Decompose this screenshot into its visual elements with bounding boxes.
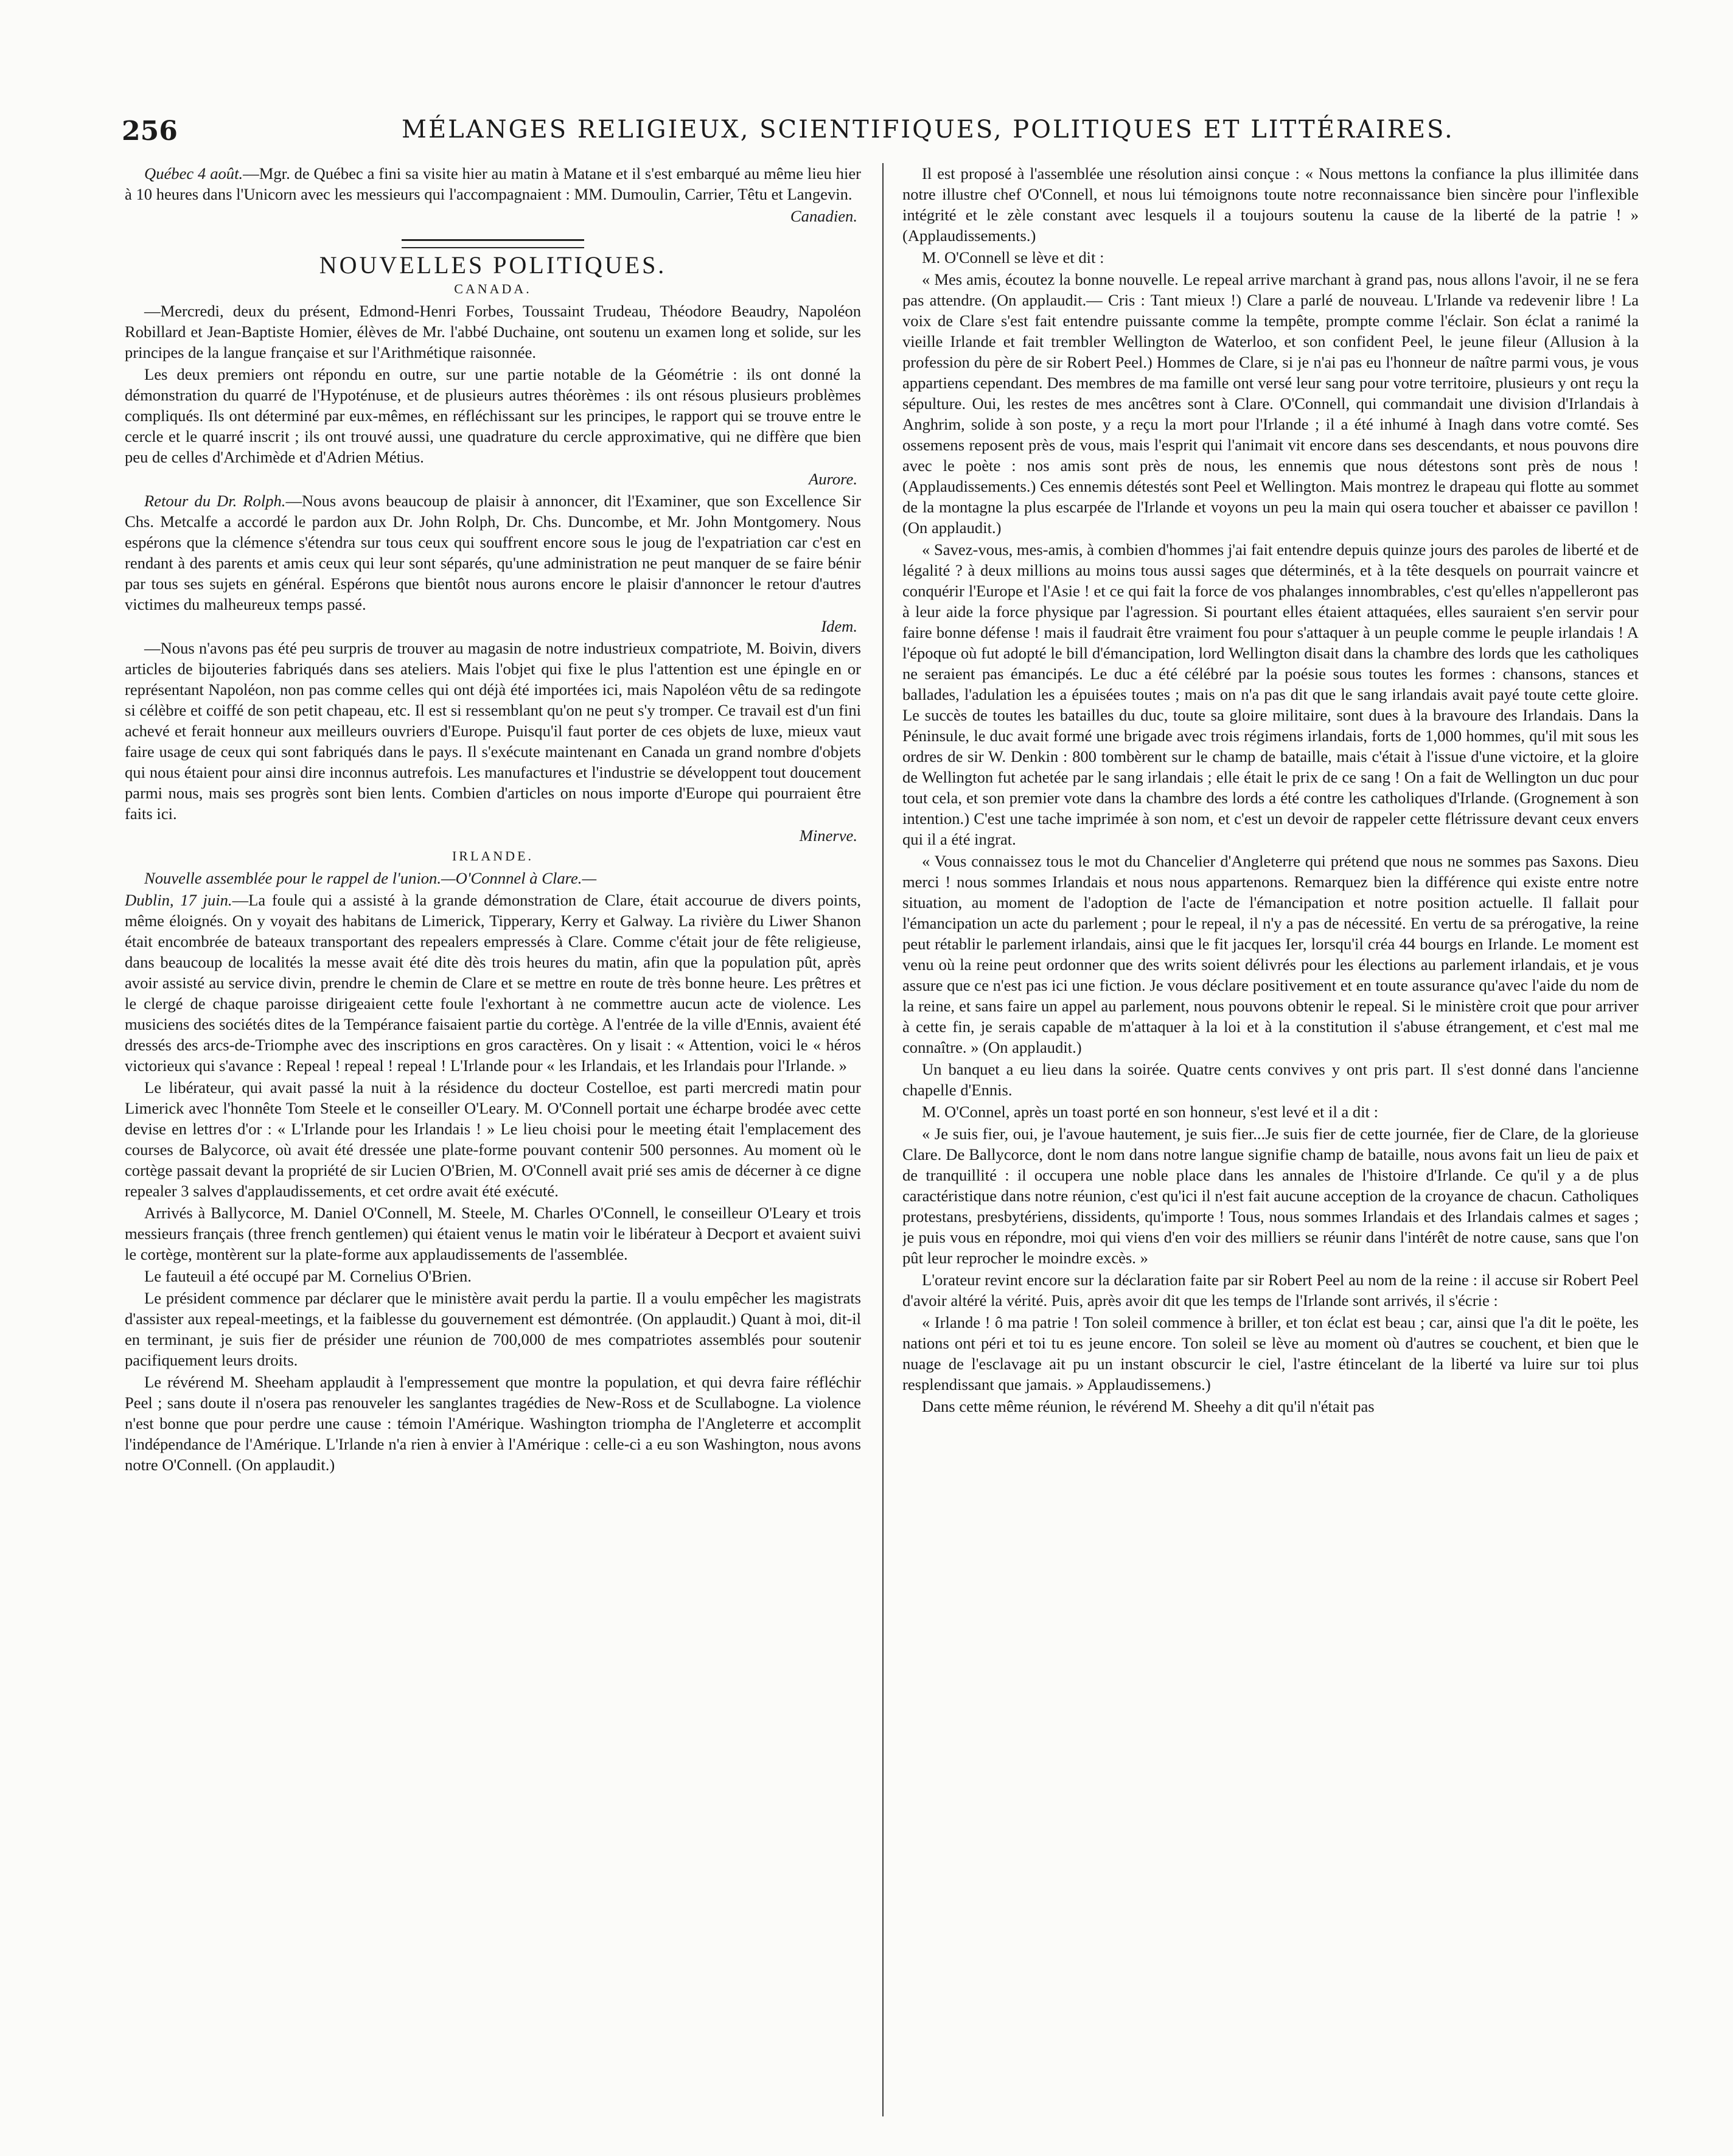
running-head [122, 116, 1625, 152]
column-rule [882, 163, 884, 2116]
rolph-text: —Nous avons beaucoup de plaisir à annoncer, dit l'Examiner, que son Excellence Sir Chs. Metcalfe a accordé le pardon aux Dr. John Rolph, Dr. Chs. Duncombe, et Mr. John Montgomery. Nous espérons que la clémence s'étendra sur tous ceux qui souffrent encore sous le joug de l'expatriation car c'est en rendant à des parents et amis ceux qui leur sont séparés, qu'une administration ne peut manquer de se faire bénir par tous ses sujets en général. Espérons que bientôt nous aurons encore le plaisir d'annoncer le retour d'autres victimes du malheureux temps passé. [125, 492, 861, 613]
section-title: NOUVELLES POLITIQUES. [319, 251, 667, 279]
canada-paragraph-1: —Mercredi, deux du présent, Edmond-Henri Forbes, Toussaint Trudeau, Théodore Beaudry, Napoléon Robillard et Jean-Baptiste Homier, élèves de Mr. l'abbé Duchaine, ont soutenu un examen long et solide, sur les principes de la langue française et sur l'Arithmétique raisonnée. [125, 302, 861, 361]
quebec-paragraph [125, 163, 861, 204]
boivin-paragraph: —Nous n'avons pas été peu surpris de trouver au magasin de notre industrieux compatriote, M. Boivin, divers articles de bijouteries fabriqués dans ses ateliers. Mais l'objet qui fixe le plus l'attention est une épingle en or représentant Napoléon, non pas comme celles qui ont déjà été importées ici, mais Napoléon vêtu de sa redingote si célèbre et coiffé de son petit chapeau, etc. Il est si ressemblant qu'on ne peut s'y tromper. Ce travail est d'un fini achevé et ferait honneur aux meilleurs ouvriers d'Europe. Puisqu'il faut porter de ces objets de luxe, mieux vaut faire usage de ceux qui sont fabriqués dans le pays. Il s'exécute maintenant en Canada un grand nombre d'objets qui nous étaient pour ainsi dire inconnus autrefois. Les manufactures et l'industrie se développent tout doucement parmi nous, mais ses progrès sont bien lents. Combien d'articles on nous importe d'Europe qui pourraient être faits ici. [125, 639, 861, 823]
irlande-heading: IRLANDE. [452, 848, 534, 863]
toast-paragraph: M. O'Connel, après un toast porté en son honneur, s'est levé et il a dit : [922, 1103, 1379, 1121]
irlande-title-text: Nouvelle assemblée pour le rappel de l'union.—O'Connnel à Clare.— [144, 869, 597, 887]
irlande-paragraph-4: Le fauteuil a été occupé par M. Cornelius O'Brien. [144, 1267, 472, 1285]
irlande-text-1: —La foule qui a assisté à la grande démonstration de Clare, était accourue de divers points, même éloignés. On y voyait des habitans de Limerick, Tipperary, Kerry et Galway. La rivière du Liwer Shanon était encombrée de bateaux transportant des repealers empressés à Clare. Comme c'était jour de fête religieuse, dans beaucoup de localités la messe avait été dite dès trois heures du matin, afin que la population pût, après avoir assisté au service divin, prendre le chemin de Clare et se mettre en route de très bonne heure. Les prêtres et le clergé de chaque paroisse dirigeaient cette foule l'exhortant à ne commettre aucun acte de violence. Les musiciens des sociétés dites de la Tempérance faisaient partie du cortège. A l'entrée de la ville d'Ennis, avaient été dressés des arcs-de-Triomphe avec des inscriptions en gros caractères. On y lisait : « Attention, voici le « héros victorieux qui s'avance : Repeal ! repeal ! repeal ! L'Irlande pour « les Irlandais, et les Irlandais pour l'Irlande. » [125, 891, 861, 1075]
ornament-divider [125, 232, 861, 247]
canada-paragraph-2: Les deux premiers ont répondu en outre, sur une partie notable de la Géométrie : ils ont donné la démonstration du quarré de l'Hypoténuse, et de plusieurs autres théorèmes : ils ont résous plusieurs problèmes compliqués. Ils ont déterminé par eux-mêmes, en réfléchissant sur les principes, le rapport qui se trouve entre le cercle et le quarré inscrit ; ils ont trouvé aussi, une quadrature du cercle approximative, qui ne diffère que bien peu de celles d'Archimède et d'Adrien Métius. [125, 365, 861, 466]
canada-heading: CANADA. [454, 281, 532, 296]
oconnell-rises: M. O'Connell se lève et dit : [922, 248, 1104, 267]
irlande-paragraph-1 [125, 890, 861, 1076]
banquet-speech-1: « Je suis fier, oui, je l'avoue hautement, je suis fier...Je suis fier de cette journée, fier de Clare, de la glorieuse Clare. De Ballycorce, dont le nom dans notre langue signifie champ de bataille, nous avons fait un lieu de paix et de tranquillité : il occupera une noble place dans les annales de l'histoire d'Irlande. Ce qu'il y a de plus caractéristique dans notre réunion, c'est qu'ici il n'est fait aucune acception de la croyance de chacun. Catholiques protestans, presbytériens, dissidents, qu'importe ! Tous, nous sommes Irlandais et des Irlandais calmes et sages ; je puis vous en répondre, moi qui viens d'en voir des milliers se réunir dans l'intérêt de notre cause, sans que l'on pût leur reprocher le moindre excès. » [902, 1125, 1639, 1267]
left-column [125, 163, 861, 2116]
irlande-paragraph-6: Le révérend M. Sheeham applaudit à l'empressement que montre la population, et qui devra faire réfléchir Peel ; sans doute il n'osera pas renouveler les sanglantes tragédies de New-Ross et de Scullabogne. La violence n'est bonne que pour perdre une cause : témoin l'Amérique. Washington triompha de l'Angleterre et accomplit l'indépendance de l'Amérique. L'Irlande n'a rien à envier à l'Amérique : celle-ci a eu son Washington, nous avons notre O'Connell. (On applaudit.) [125, 1373, 861, 1474]
rolph-source: Idem. [821, 617, 857, 635]
rolph-dateline: Retour du Dr. Rolph. [144, 492, 286, 510]
right-column [902, 163, 1639, 2116]
rolph-paragraph [125, 490, 861, 615]
irlande-paragraph-5: Le président commence par déclarer que le ministère avait perdu la partie. Il a voulu empêcher les magistrats d'assister aux repeal-meetings, et la faiblesse du gouvernement est démontrée. (On applaudit.) Quant à moi, dit-il en terminant, je suis fier de présider une réunion de 700,000 de mes compatriotes assemblés pour soutenir pacifiquement leurs droits. [125, 1289, 861, 1369]
quebec-text: —Mgr. de Québec a fini sa visite hier au matin à Matane et il s'est embarqué au même lieu hier à 10 heures dans l'Unicorn avec les messieurs qui l'accompagnaient : MM. Dumoulin, Carrier, Têtu et Langevin. [125, 164, 861, 203]
speech-paragraph-3: « Vous connaissez tous le mot du Chancelier d'Angleterre qui prétend que nous ne sommes pas Saxons. Dieu merci ! nous sommes Irlandais et nous nous appartenons. Remarquez bien la différence qui existe entre notre situation, au moment de l'adoption de l'acte de l'émancipation et notre position actuelle. Il fallait pour l'émancipation un acte du parlement ; pour le repeal, il n'y a pas de nécessité. En vertu de sa prérogative, la reine peut rétablir le parlement irlandais, ainsi que le fit jacques Ier, lorsqu'il créa 44 bourgs en Irlande. Le moment est venu où la reine peut ordonner que des writs soient délivrés pour les élections au parlement irlandais, et je vous assure que ce n'est pas ici une fiction. Je vous déclare positivement et en toute assurance qu'avec l'aide du nom de la reine, et sans faire un appel au parlement, nous pouvons obtenir le repeal. Si le ministère croit que pour arriver à cette fin, je serais capable de m'attaquer à la loi et à la constitution il s'abuse étrangement, et c'est mal me connaître. » (On applaudit.) [902, 852, 1639, 1056]
resolution-paragraph: Il est proposé à l'assemblée une résolution ainsi conçue : « Nous mettons la confiance la plus illimitée dans notre illustre chef O'Connell, et nous lui témoignons toute notre reconnaissance bien sincère pour l'inflexible intégrité et le zèle constant avec lesquels il a toujours soutenu la cause de la liberté de la patrie ! » (Applaudissements.) [902, 164, 1639, 245]
irlande-paragraph-2: Le libérateur, qui avait passé la nuit à la résidence du docteur Costelloe, est parti mercredi matin pour Limerick avec l'honnête Tom Steele et le conseiller O'Leary. M. O'Connell portait une écharpe brodée avec cette devise en lettres d'or : « L'Irlande pour les Irlandais ! » Le lieu choisi pour le meeting était l'emplacement des courses de Balycorce, où avait été dressée une plate-forme pouvant contenir 500 personnes. Au moment où le cortège passait devant la propriété de sir Lucien O'Brien, M. O'Connell avait prié ses amis de décerner à ce digne repealer 3 salves d'applaudissements, et cet ordre avait été exécuté. [125, 1078, 861, 1200]
speech-paragraph-2: « Savez-vous, mes-amis, à combien d'hommes j'ai fait entendre depuis quinze jours des paroles de liberté et de légalité ? à deux millions au moins tous aussi sages que déterminés, et à la tête desquels on pourrait vaincre et conquérir l'Europe et l'Asie ! et ce qui fait la force de vos phalanges innombrables, c'est qu'elles n'appelleront pas à leur aide la force physique par l'agression. Si pourtant elles étaient attaquées, elles sauraient s'en servir pour faire bonne défense ! mais il faudrait être vraiment fou pour s'attaquer à un peuple comme le peuple irlandais ! A l'époque où fut adopté le bill d'émancipation, lord Wellington disait dans la chambre des lords que les catholiques ne seraient pas émancipés. Le duc a été célébré par la poésie sous toutes les formes : chansons, stances et ballades, l'adulation les a épuisées toutes ; mais on n'a pas dit que le sang irlandais avait payé toute cette gloire. Le succès de toutes les batailles du duc, toute sa gloire militaire, sont dues à la bravoure des Irlandais. Dans la Péninsule, le duc avait formé une brigade avec trois régimens irlandais, forts de 1,000 hommes, qu'il mit sous les ordres de sir W. Denkin : 800 tombèrent sur le champ de bataille, mais c'était à l'issue d'une victoire, et la gloire de Wellington fut achetée par le sang irlandais ; elle était le prix de ce sang ! On a fait de Wellington un duc pour tout cela, et son premier vote dans la chambre des lords a été contre les catholiques d'Irlande. (Grognement à son intention.) C'est une tache imprimée à son nom, et c'est un devoir de rappeler cette flétrissure devant ceux envers qui il a été ingrat. [902, 540, 1639, 848]
page-number: 256 [122, 116, 178, 147]
boivin-source: Minerve. [799, 826, 857, 845]
quebec-dateline: Québec 4 août. [144, 164, 243, 183]
sheehy-paragraph: Dans cette même réunion, le révérend M. Sheehy a dit qu'il n'était pas [922, 1397, 1375, 1415]
irlande-title [125, 868, 861, 888]
irlande-dateline: Dublin, 17 juin. [125, 891, 232, 909]
irlande-paragraph-3: Arrivés à Ballycorce, M. Daniel O'Connell, M. Steele, M. Charles O'Connell, le conseilleur O'Leary et trois messieurs français (three french gentlemen) qui étaient venus le matin voir le libérateur à Decport et avaient suivi le cortège, montèrent sur la plate-forme aux applaudissements de l'assemblée. [125, 1204, 861, 1263]
quebec-source: Canadien. [790, 207, 857, 225]
running-title: MÉLANGES RELIGIEUX, SCIENTIFIQUES, POLITIQUES ET LITTÉRAIRES. [402, 116, 1454, 144]
speech-paragraph-1: « Mes amis, écoutez la bonne nouvelle. Le repeal arrive marchant à grand pas, nous allons l'avoir, il ne se fera pas attendre. (On applaudit.— Cris : Tant mieux !) Clare a parlé de nouveau. L'Irlande va redevenir libre ! La voix de Clare s'est fait entendre puissante comme la tempête, prompte comme l'éclair. Son éclat a ranimé la vieille Irlande et fait trembler Wellington de Waterloo, et son confident Peel, le jeune fileur (Allusion à la profession du père de sir Robert Peel.) Hommes de Clare, si je n'ai pas eu l'honneur de naître parmi vous, je vous appartiens cependant. Des membres de ma famille ont versé leur sang pour votre territoire, plusieurs y ont reçu la sépulture. Oui, les restes de mes ancêtres sont à Clare. O'Connell, qui commandait une division d'Irlandais à Anghrim, solide à son poste, y a reçu la mort pour l'Irlande ; il a été inhumé à Inagh dans votre comté. Ses ossemens reposent près de vous, mais l'esprit qui l'animait vit encore dans ses descendants, et nous pouvons dire avec le poète : nos amis sont près de nous, les ennemis que nous détestons sont près de nous ! (Applaudissements.) Ces ennemis détestés sont Peel et Wellington. Mais montrez le drapeau qui flotte au sommet de la montagne la plus escarpée de l'Irlande et voyons un peu la main qui osera toucher et abaisser ce pavillon ! (On applaudit.) [902, 270, 1639, 537]
canada-source: Aurore. [808, 470, 857, 488]
banquet-paragraph: Un banquet a eu lieu dans la soirée. Quatre cents convives y ont pris part. Il s'est donné dans l'ancienne chapelle d'Ennis. [902, 1060, 1639, 1099]
peel-paragraph: L'orateur revint encore sur la déclaration faite par sir Robert Peel au nom de la reine : il accuse sir Robert Peel d'avoir altéré la vérité. Puis, après avoir dit que les temps de l'Irlande sont arrivés, il s'écrie : [902, 1271, 1639, 1310]
banquet-speech-2: « Irlande ! ô ma patrie ! Ton soleil commence à briller, et ton éclat est beau ; car, ainsi que l'a dit le poëte, les nations ont péri et toi tu es jeune encore. Ton soleil se lève au moment où d'autres se couchent, et bien que le nuage de l'esclavage ait pu un instant obscurcir le ciel, l'astre étincelant de la liberté va luire sur toi plus resplendissant que jamais. » Applaudissemens.) [902, 1313, 1639, 1394]
